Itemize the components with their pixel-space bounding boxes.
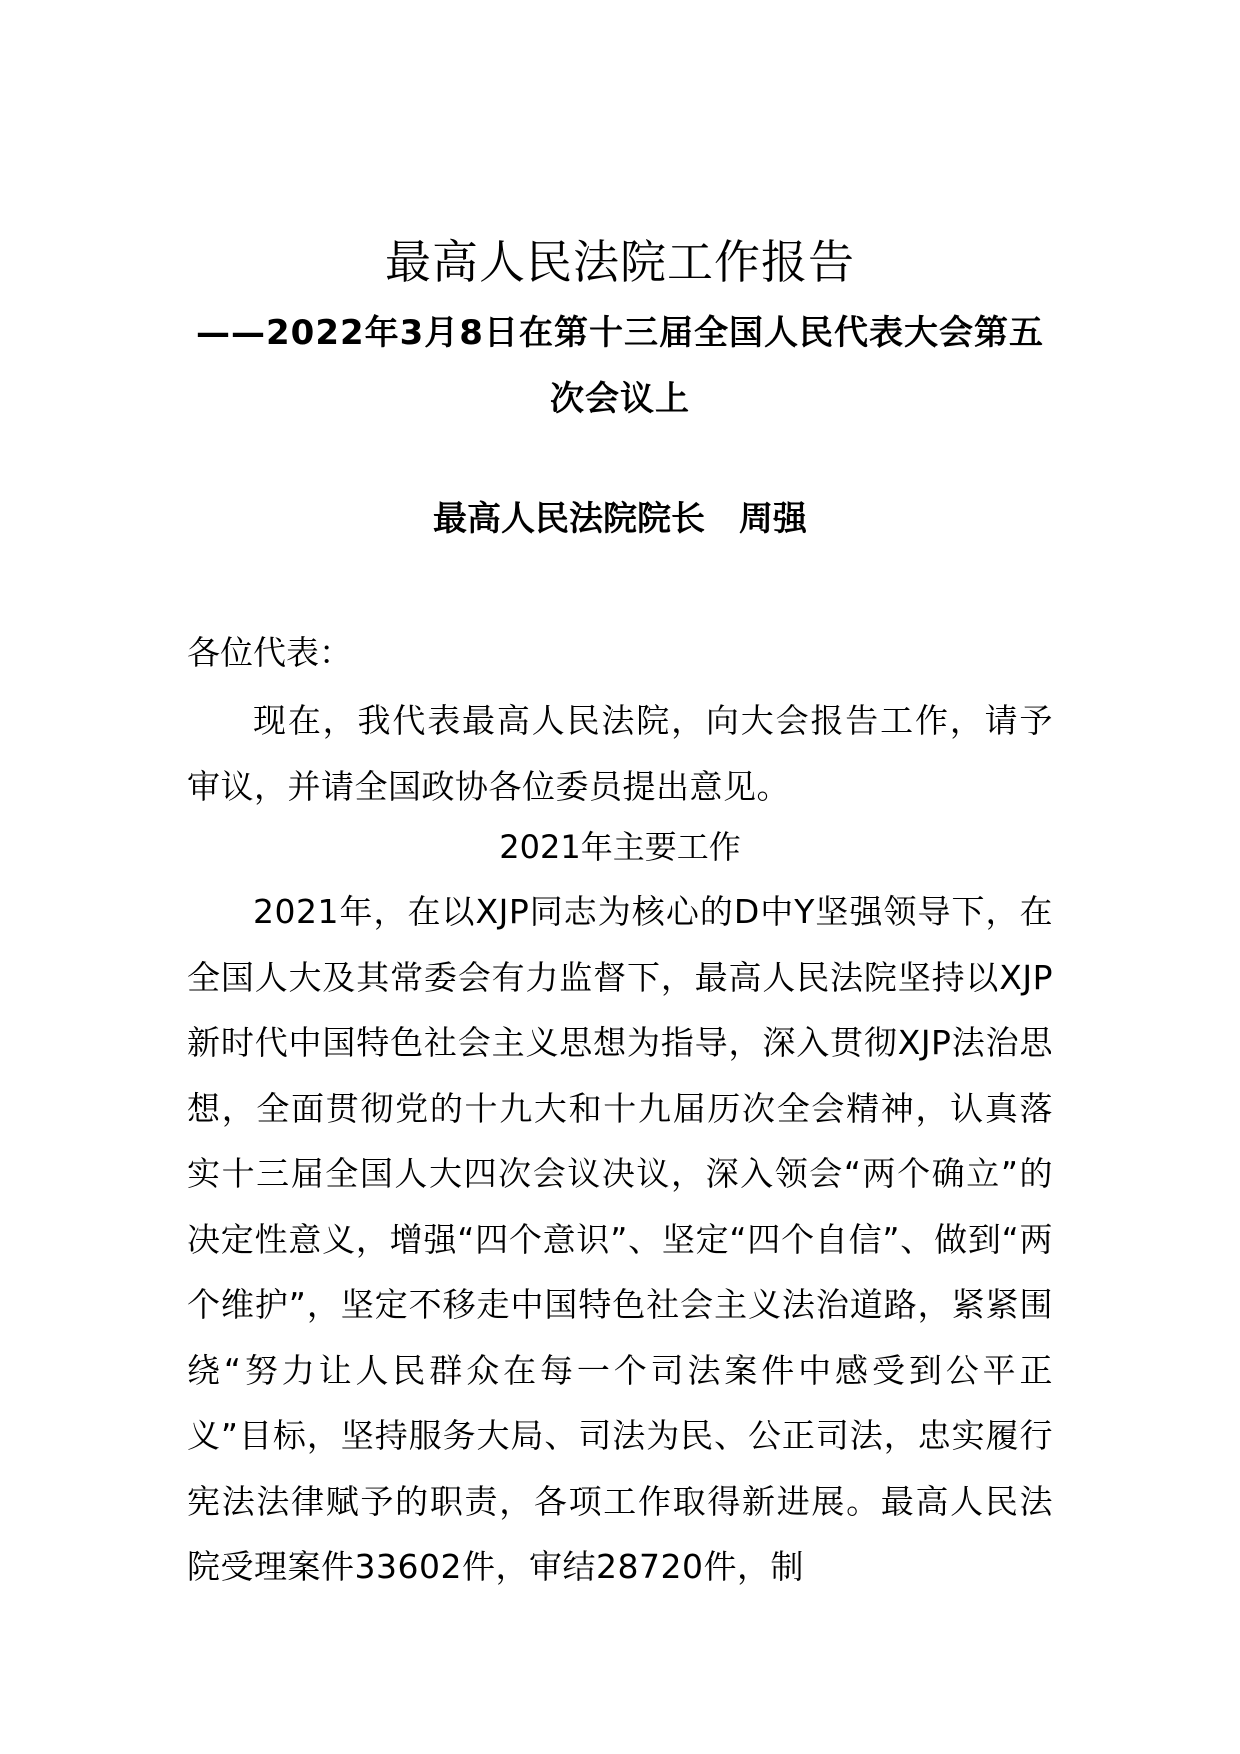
salutation: 各位代表： <box>187 633 352 672</box>
document-title: 最高人民法院工作报告 <box>385 235 855 289</box>
paragraph-intro: 现在，我代表最高人民法院，向大会报告工作，请予审议，并请全国政协各位委员提出意见。 <box>187 701 1053 806</box>
document-subtitle: ——2022年3月8日在第十三届全国人民代表大会第五次会议上 <box>196 313 1044 419</box>
paragraph-main-work: 2021年，在以XJP同志为核心的D中Y坚强领导下，在全国人大及其常委会有力监督下，最高人民法院坚持以XJP新时代中国特色社会主义思想为指导，深入贯彻XJP法治思想，全面贯彻党的十九大和十九届历次全会精神，认真落实十三届全国人大四次会议决议，深入领会“两个确立”的决定性意义，增强“四个意识”、坚定“四个自信”、做到“两个维护”，坚定不移走中国特色社会主义法治道路，紧紧围绕“努力让人民群众在每一个司法案件中感受到公平正义”目标，坚持服务大局、司法为民、公正司法，忠实履行宪法法律赋予的职责，各项工作取得新进展。最高人民法院受理案件33602件，审结28720件，制 <box>187 892 1053 1586</box>
document-author: 最高人民法院院长 周强 <box>433 499 807 539</box>
section-heading: 2021年主要工作 <box>499 828 741 866</box>
